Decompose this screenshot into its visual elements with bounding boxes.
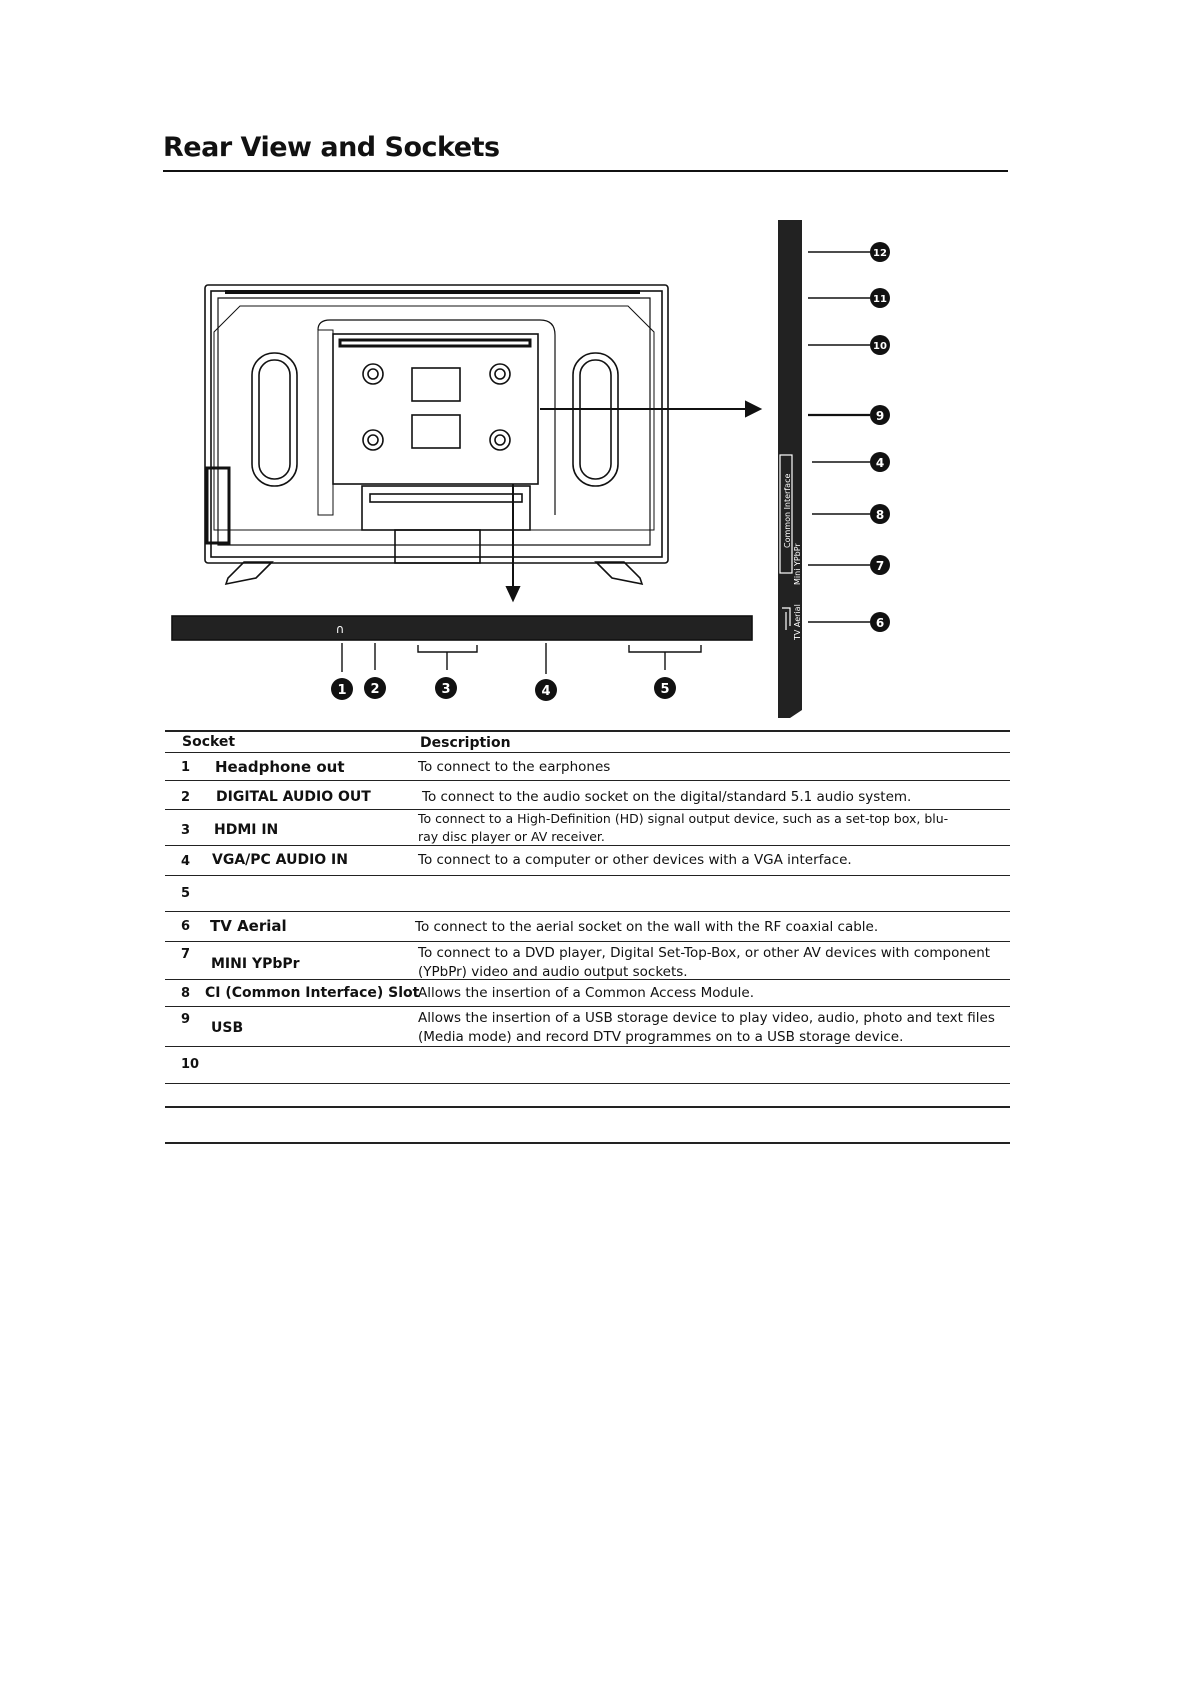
tv-frame <box>205 285 668 563</box>
bottom-socket-strip <box>172 616 752 640</box>
table-header <box>165 731 1010 753</box>
tv-rear-view-diagram <box>0 0 1190 720</box>
svg-text:2: 2 <box>370 682 380 697</box>
table-row: 10 <box>165 1048 1010 1084</box>
svg-text:7: 7 <box>875 559 885 573</box>
table-row: 2 DIGITAL AUDIO OUT To connect to the audio socket on the digital/standard 5.1 audio system. <box>165 782 1010 810</box>
svg-text:12: 12 <box>873 248 887 259</box>
svg-text:5: 5 <box>660 682 670 697</box>
svg-text:1: 1 <box>337 683 347 698</box>
side-socket-panel <box>778 220 802 718</box>
svg-text:6: 6 <box>875 616 885 630</box>
table-rule-extra-1 <box>165 1106 1010 1108</box>
side-label-mini-ypbpr: Mini YPbPr <box>793 543 802 585</box>
svg-text:4: 4 <box>875 456 885 470</box>
header-socket: Socket <box>182 734 236 750</box>
table-row: 3 HDMI IN To connect to a High-Definition (HD) signal output device, such as a set-top box, blu-ray disc player or AV receiver. <box>165 811 1010 846</box>
table-row: 7 MINI YPbPr To connect to a DVD player, Digital Set-Top-Box, or other AV devices with component (YPbPr) video and audio output sockets. <box>165 943 1010 980</box>
side-callouts <box>870 242 890 632</box>
side-label-tv-aerial: TV Aerial <box>793 604 802 640</box>
table-row: 8 CI (Common Interface) Slot Allows the insertion of a Common Access Module. <box>165 981 1010 1007</box>
main-board-cover <box>333 334 538 484</box>
headphone-icon: ∩ <box>335 622 345 636</box>
svg-text:4: 4 <box>541 684 551 699</box>
svg-text:11: 11 <box>873 294 887 305</box>
table-row: 5 <box>165 877 1010 912</box>
table-rule-extra-2 <box>165 1142 1010 1144</box>
svg-text:8: 8 <box>875 508 885 522</box>
page-title: Rear View and Sockets <box>163 132 500 163</box>
svg-text:10: 10 <box>873 341 887 352</box>
table-row: 1 Headphone out To connect to the earphones <box>165 753 1010 781</box>
table-row: 4 VGA/PC AUDIO IN To connect to a computer or other devices with a VGA interface. <box>165 847 1010 876</box>
side-label-common-interface: Common Interface <box>783 473 792 548</box>
svg-text:9: 9 <box>875 409 885 423</box>
table-row: 9 USB Allows the insertion of a USB storage device to play video, audio, photo and text files (Media mode) and record DTV programmes on to a USB storage device. <box>165 1008 1010 1047</box>
svg-text:3: 3 <box>441 682 451 697</box>
bottom-callouts <box>331 677 676 701</box>
header-description: Description <box>420 735 511 751</box>
table-row: 6 TV Aerial To connect to the aerial socket on the wall with the RF coaxial cable. <box>165 913 1010 942</box>
